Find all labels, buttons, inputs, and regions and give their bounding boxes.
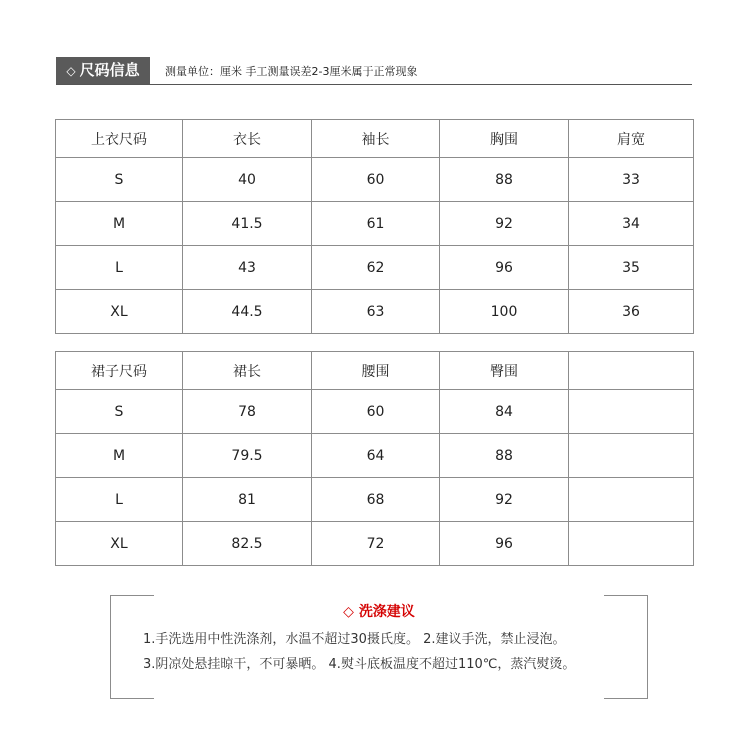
table-cell: S xyxy=(56,390,183,434)
washing-advice-line: 1.手洗选用中性洗涤剂，水温不超过30摄氏度。 2.建议手洗，禁止浸泡。 xyxy=(143,632,566,647)
table-row xyxy=(56,434,694,478)
table-row xyxy=(56,158,694,202)
table-row xyxy=(56,478,694,522)
box-corner-top-left xyxy=(110,595,154,596)
table-cell: 60 xyxy=(312,158,440,202)
table-cell: 62 xyxy=(312,246,440,290)
table-cell: 40 xyxy=(183,158,312,202)
table-cell: XL xyxy=(56,290,183,334)
table-cell: 84 xyxy=(440,390,569,434)
table-cell: 34 xyxy=(569,202,694,246)
header-cell: 袖长 xyxy=(312,120,440,158)
table-cell: S xyxy=(56,158,183,202)
table-cell: 82.5 xyxy=(183,522,312,566)
table-cell: 96 xyxy=(440,522,569,566)
table-cell: 92 xyxy=(440,202,569,246)
measurement-note: 测量单位：厘米 手工测量误差2-3厘米属于正常现象 xyxy=(165,65,418,78)
table-header-row xyxy=(56,352,694,390)
table-header-row xyxy=(56,120,694,158)
table-row xyxy=(56,246,694,290)
table-cell: 78 xyxy=(183,390,312,434)
table-cell: 60 xyxy=(312,390,440,434)
header-cell: 上衣尺码 xyxy=(56,120,183,158)
header-cell xyxy=(569,352,694,390)
table-cell: 36 xyxy=(569,290,694,334)
table-cell: 41.5 xyxy=(183,202,312,246)
table-cell: 44.5 xyxy=(183,290,312,334)
table-cell: L xyxy=(56,478,183,522)
washing-advice-title: ◇ 洗涤建议 xyxy=(343,604,415,620)
size-info-title: 尺码信息 xyxy=(79,61,140,79)
table-cell: 88 xyxy=(440,158,569,202)
table-cell: XL xyxy=(56,522,183,566)
size-info-tag xyxy=(56,57,150,84)
table-row xyxy=(56,202,694,246)
header-cell: 肩宽 xyxy=(569,120,694,158)
table-cell: 72 xyxy=(312,522,440,566)
table-cell xyxy=(569,434,694,478)
table-cell: 35 xyxy=(569,246,694,290)
table-cell: M xyxy=(56,202,183,246)
washing-advice-box xyxy=(110,595,648,699)
table-cell: 33 xyxy=(569,158,694,202)
top-size-table xyxy=(55,119,694,334)
table-cell xyxy=(569,522,694,566)
header-cell: 裙长 xyxy=(183,352,312,390)
table-cell: 96 xyxy=(440,246,569,290)
skirt-size-table xyxy=(55,351,694,566)
table-cell: 43 xyxy=(183,246,312,290)
table-cell: M xyxy=(56,434,183,478)
table-row xyxy=(56,522,694,566)
table-cell: 92 xyxy=(440,478,569,522)
header-cell: 衣长 xyxy=(183,120,312,158)
table-cell: 79.5 xyxy=(183,434,312,478)
washing-advice-line: 3.阴凉处悬挂晾干，不可暴晒。 4.熨斗底板温度不超过110℃，蒸汽熨烫。 xyxy=(143,657,576,672)
table-cell xyxy=(569,478,694,522)
table-cell: 100 xyxy=(440,290,569,334)
box-corner-bottom-left xyxy=(110,698,154,699)
header-cell: 裙子尺码 xyxy=(56,352,183,390)
table-cell: 81 xyxy=(183,478,312,522)
header-cell: 胸围 xyxy=(440,120,569,158)
header-cell: 腰围 xyxy=(312,352,440,390)
table-row xyxy=(56,390,694,434)
box-corner-top-right xyxy=(604,595,648,596)
box-corner-bottom-right xyxy=(604,698,648,699)
table-cell: 61 xyxy=(312,202,440,246)
diamond-icon: ◇ xyxy=(66,64,76,78)
table-row xyxy=(56,290,694,334)
table-cell: 64 xyxy=(312,434,440,478)
header-cell: 臀围 xyxy=(440,352,569,390)
table-cell: 88 xyxy=(440,434,569,478)
table-cell: 68 xyxy=(312,478,440,522)
table-cell: 63 xyxy=(312,290,440,334)
table-cell: L xyxy=(56,246,183,290)
size-info-header xyxy=(56,57,692,85)
table-cell xyxy=(569,390,694,434)
